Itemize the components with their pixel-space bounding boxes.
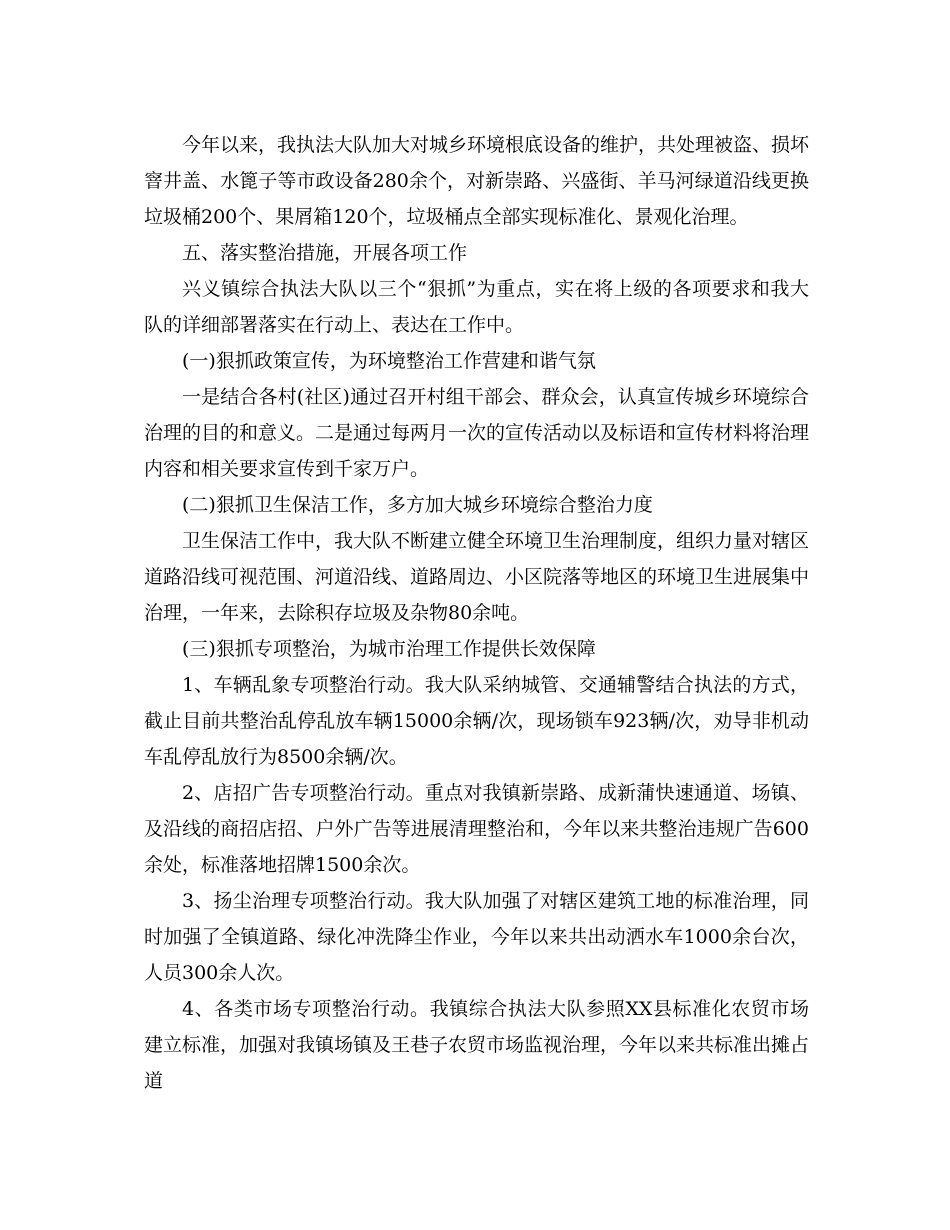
paragraph-dust-control: 3、扬尘治理专项整治行动。我大队加强了对辖区建筑工地的标准治理，同时加强了全镇道路、绿化冲洗降尘作业，今年以来共出动洒水车1000余台次，人员300余人次。 (144, 890, 809, 984)
subheading-special-rectification: (三)狠抓专项整治，为城市治理工作提供长效保障 (182, 638, 596, 660)
paragraph-sanitation: 卫生保洁工作中，我大队不断建立健全环境卫生治理制度，组织力量对辖区道路沿线可视范围、河道沿线、道路周边、小区院落等地区的环境卫生进展集中治理，一年来，去除积存垃圾及杂物80余吨。 (144, 530, 810, 624)
subheading-sanitation: (二)狠抓卫生保洁工作，多方加大城乡环境综合整治力度 (182, 494, 653, 516)
paragraph-publicity: 一是结合各村(社区)通过召开村组干部会、群众会，认真宣传城乡环境综合治理的目的和意义。二是通过每两月一次的宣传活动以及标语和宣传材料将治理内容和相关要求宣传到千家万户。 (144, 386, 810, 480)
document-body (144, 127, 809, 1099)
paragraph-three-focus: 兴义镇综合执法大队以三个“狠抓”为重点，实在将上级的各项要求和我大队的详细部署落实在行动上、表达在工作中。 (144, 278, 809, 336)
paragraph-vehicle-rectification: 1、车辆乱象专项整治行动。我大队采纳城管、交通辅警结合执法的方式，截止目前共整治乱停乱放车辆15000余辆/次，现场锁车923辆/次，劝导非机动车乱停乱放行为8500余辆/次。 (144, 674, 809, 768)
paragraph-signage-rectification: 2、店招广告专项整治行动。重点对我镇新崇路、成新蒲快速通道、场镇、及沿线的商招店招、户外广告等进展清理整治和，今年以来共整治违规广告600余处，标准落地招牌1500余次。 (144, 782, 809, 876)
paragraph-market-rectification: 4、各类市场专项整治行动。我镇综合执法大队参照XX县标准化农贸市场建立标准，加强对我镇场镇及王巷子农贸市场监视治理，今年以来共标准出摊占道 (144, 998, 810, 1092)
subheading-policy-publicity: (一)狠抓政策宣传，为环境整治工作营建和谐气氛 (182, 350, 596, 372)
section-heading-5: 五、落实整治措施，开展各项工作 (182, 242, 468, 264)
paragraph-facility-maintenance: 今年以来，我执法大队加大对城乡环境根底设备的维护，共处理被盗、损坏窨井盖、水篦子等市政设备280余个，对新崇路、兴盛街、羊马河绿道沿线更换垃圾桶200个、果屑箱120个，垃圾桶点全部实现标准化、景观化治理。 (144, 134, 810, 228)
